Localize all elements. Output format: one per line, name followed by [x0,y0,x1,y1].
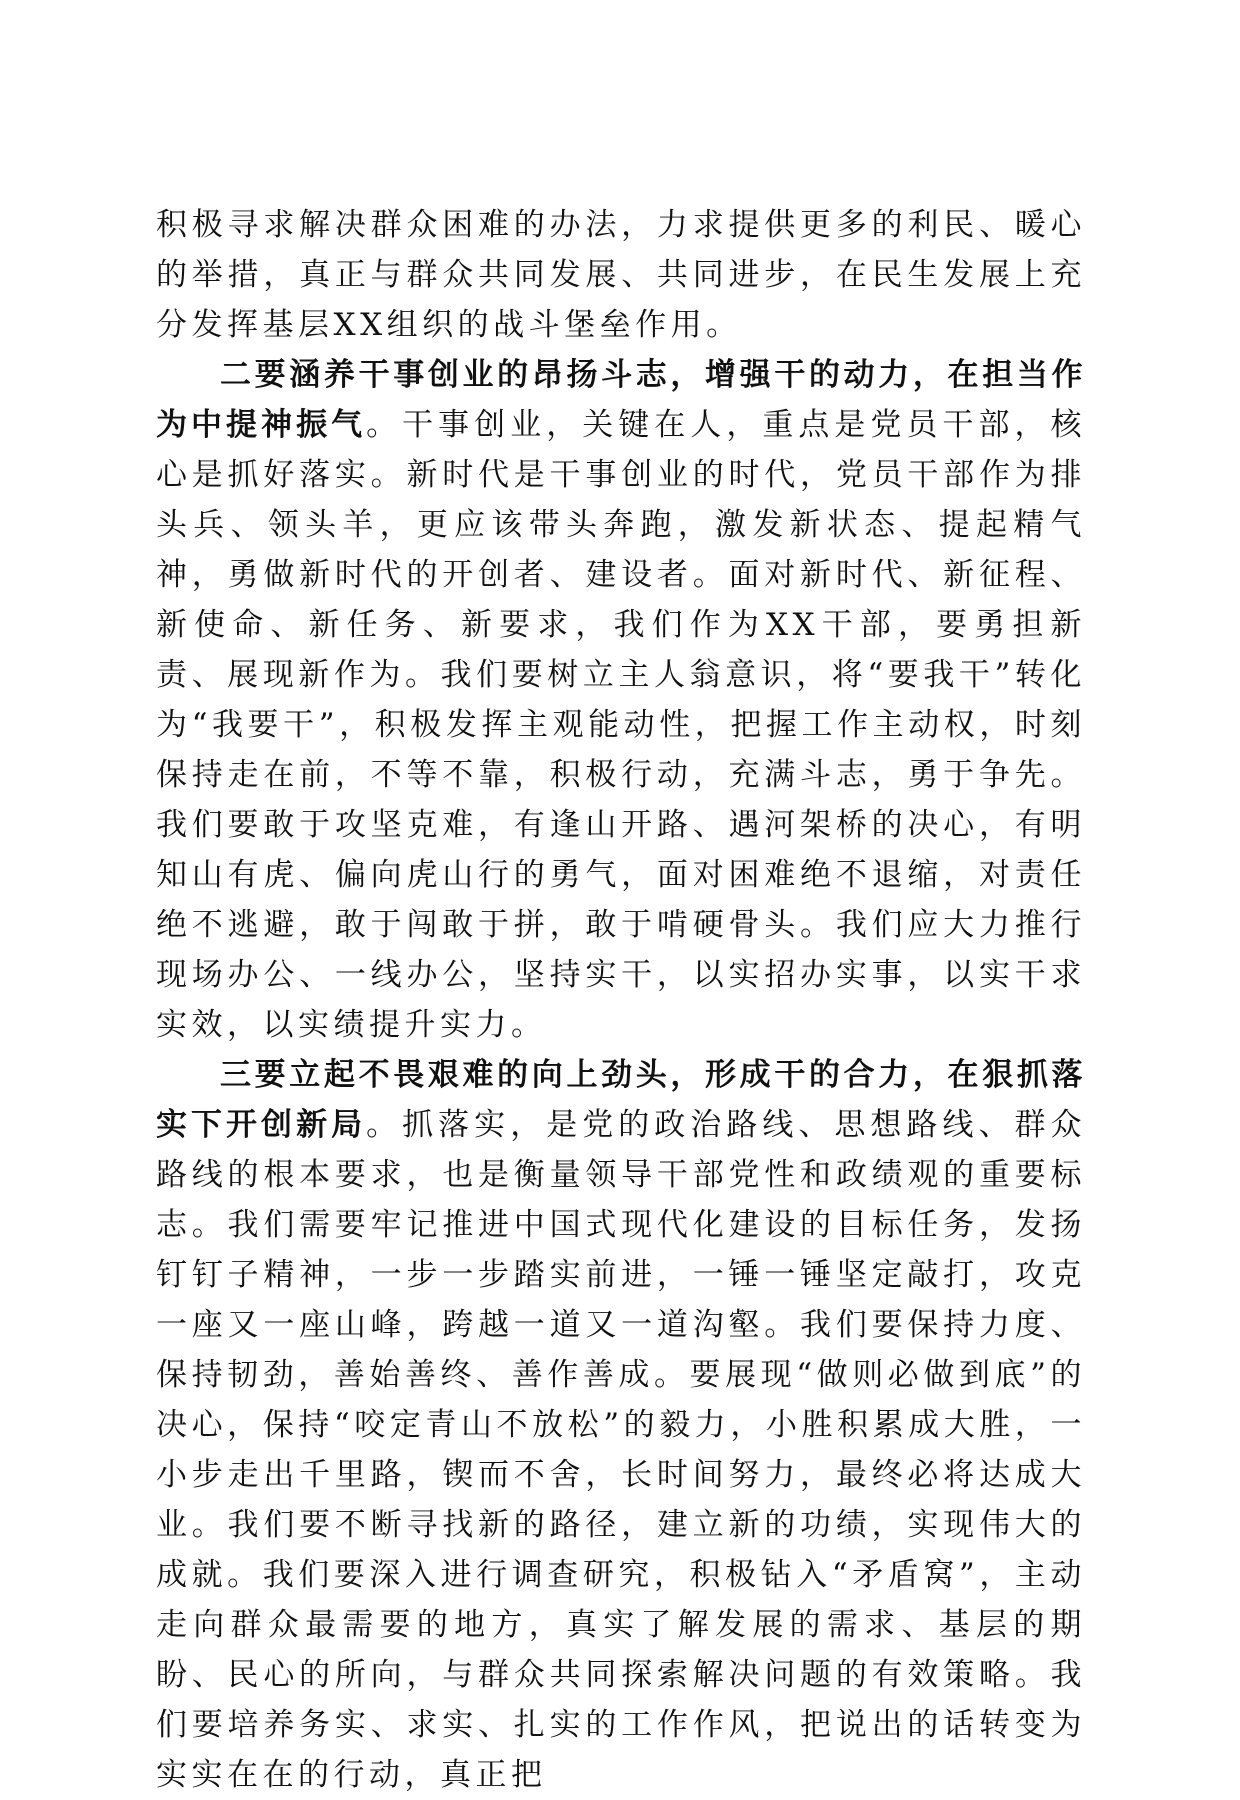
paragraph-heading: 二要涵养干事创业的昂扬斗志，增强干的动力，在担当作为中提神振气 [156,357,1086,443]
paragraph-heading: 三要立起不畏艰难的向上劲头，形成干的合力，在狠抓落实下开创新局 [156,1057,1086,1143]
document-body [156,200,1086,1800]
paragraph-continuation [156,200,1086,350]
paragraph-text: 积极寻求解决群众困难的办法，力求提供更多的利民、暖心的举措，真正与群众共同发展、共同进步，在民生发展上充分发挥基层XX组织的战斗堡垒作用。 [156,207,1086,343]
paragraph-point-two [156,350,1086,1050]
paragraph-point-three [156,1050,1086,1800]
paragraph-text: 。干事创业，关键在人，重点是党员干部，核心是抓好落实。新时代是干事创业的时代，党员干部作为排头兵、领头羊，更应该带头奔跑，激发新状态、提起精气神，勇做新时代的开创者、建设者。面对新时代、新征程、新使命、新任务、新要求，我们作为XX干部，要勇担新责、展现新作为。我们要树立主人翁意识，将“要我干”转化为“我要干”，积极发挥主观能动性，把握工作主动权，时刻保持走在前，不等不靠，积极行动，充满斗志，勇于争先。我们要敢于攻坚克难，有逢山开路、遇河架桥的决心，有明知山有虎、偏向虎山行的勇气，面对困难绝不退缩，对责任绝不逃避，敢于闯敢于拼，敢于啃硬骨头。我们应大力推行现场办公、一线办公，坚持实干，以实招办实事，以实干求实效，以实绩提升实力。 [156,407,1087,1043]
paragraph-text: 。抓落实，是党的政治路线、思想路线、群众路线的根本要求，也是衡量领导干部党性和政绩观的重要标志。我们需要牢记推进中国式现代化建设的目标任务，发扬钉钉子精神，一步一步踏实前进，一锤一锤坚定敲打，攻克一座又一座山峰，跨越一道又一道沟壑。我们要保持力度、保持韧劲，善始善终、善作善成。要展现“做则必做到底”的决心，保持“咬定青山不放松”的毅力，小胜积累成大胜，一小步走出千里路，锲而不舍，长时间努力，最终必将达成大业。我们要不断寻找新的路径，建立新的功绩，实现伟大的成就。我们要深入进行调查研究，积极钻入“矛盾窝”，主动走向群众最需要的地方，真实了解发展的需求、基层的期盼、民心的所向，与群众共同探索解决问题的有效策略。我们要培养务实、求实、扎实的工作作风，把说出的话转变为实实在在的行动，真正把 [156,1107,1087,1793]
